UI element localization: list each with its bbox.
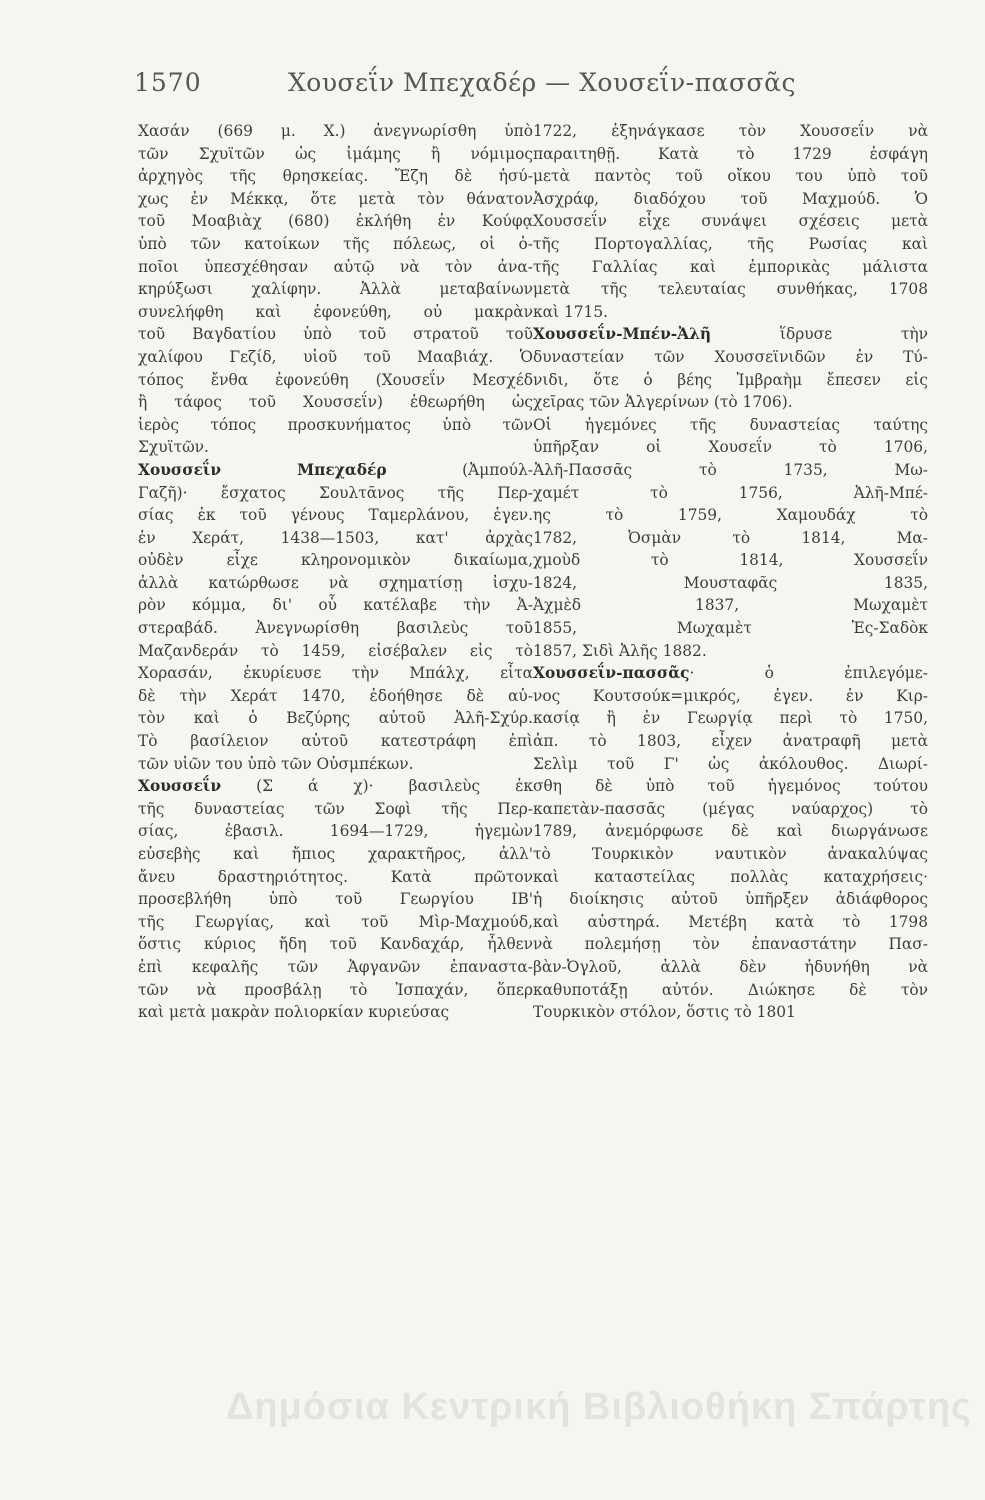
text-line: κηρύξωσι χαλίφην. Ἀλλὰ μεταβαίνων xyxy=(138,280,533,299)
text-line: Σχυϊτῶν. xyxy=(138,438,209,457)
text-line: χαλίφου Γεζίδ, υἱοῦ τοῦ Μααβιάχ. Ὁ xyxy=(138,347,533,366)
text-line: Ἀχμὲδ 1837, Μωχαμὲτ xyxy=(533,596,928,615)
text-line: Τὸ βασίλειον αὐτοῦ κατεστράφη ἐπὶ xyxy=(138,732,533,751)
right-column-text xyxy=(533,120,928,1024)
text-line: τῶν υἱῶν του ὑπὸ τῶν Οὐσμπέκων. xyxy=(138,754,414,773)
text-line: σθη δὲ ὑπὸ τοῦ ἡγεμόνος τούτου xyxy=(533,777,928,796)
text-line: 1789, ἀνεμόρφωσε δὲ καὶ διωργάνωσε xyxy=(533,822,928,841)
text-line: καὶ 1715. xyxy=(533,302,608,321)
right-column xyxy=(533,120,928,1024)
text-line: τόπος ἔνθα ἐφονεύθη (Χουσεΐν Μεσχέδ xyxy=(138,370,533,389)
text-line: νος Κουτσούκ=μικρός, ἐγεν. ἐν Κιρ- xyxy=(533,686,928,705)
text-line: καὶ αὐστηρά. Μετέβη κατὰ τὸ 1798 xyxy=(533,912,928,931)
text-line: σίας, ἐβασιλ. 1694—1729, ἡγεμὼν xyxy=(138,822,533,841)
text-line: δυναστείαν τῶν Χουσσεϊνιδῶν ἐν Τύ- xyxy=(533,347,928,366)
entry-headword: Χουσσεΐν-Μπέν-Ἀλῆ xyxy=(533,325,712,344)
text-line: ης τὸ 1759, Χαμουδάχ τὸ xyxy=(533,506,928,525)
text-line: Ἀσχράφ, διαδόχου τοῦ Μαχμούδ. Ὁ xyxy=(533,189,928,208)
text-line: τῆς Γεωργίας, καὶ τοῦ Μὶρ-Μαχμούδ, xyxy=(138,912,533,931)
entry-heading-line: Χουσσεΐν (Σ ά χ)· βασιλεὺς ἐκ xyxy=(138,777,533,796)
text-line: σίας ἐκ τοῦ γένους Ταμερλάνου, ἐγεν. xyxy=(138,506,533,525)
entry-headword: Χουσσεΐν xyxy=(138,777,222,796)
text-line: δὲ τὴν Χεράτ 1470, ἐδοήθησε δὲ αὐ- xyxy=(138,686,533,705)
text-line: χαμέτ τὸ 1756, Ἀλῆ-Μπέ- xyxy=(533,483,928,502)
text-line: 1782, Ὀσμὰν τὸ 1814, Μα- xyxy=(533,528,928,547)
text-line: 1857, Σιδὶ Ἀλῆς 1882. xyxy=(533,641,707,660)
page-number: 1570 xyxy=(134,68,202,97)
text-line: ἢ τάφος τοῦ Χουσσεΐν) ἐθεωρήθη ὡς xyxy=(138,393,533,412)
text-line: ὑπὸ τῶν κατοίκων τῆς πόλεως, οἱ ὁ- xyxy=(138,234,533,253)
text-line: 1824, Μουσταφᾶς 1835, xyxy=(533,573,928,592)
text-line: εὐσεβὴς καὶ ἤπιος χαρακτῆρος, ἀλλ' xyxy=(138,845,533,863)
text-line: Σελὶμ τοῦ Γ' ὡς ἀκόλουθος. Διωρί- xyxy=(533,754,928,773)
entry-heading-line: Χουσσεΐν-πασσᾶς· ὁ ἐπιλεγόμε- xyxy=(533,664,928,683)
text-line: 1722, ἐξηνάγκασε τὸν Χουσσεΐν νὰ xyxy=(533,122,928,140)
text-line: τὸν καὶ ὁ Βεζύρης αὐτοῦ Ἀλῆ-Σχύρ. xyxy=(138,709,533,728)
text-line: ἄνευ δραστηριότητος. Κατὰ πρῶτον xyxy=(138,867,533,886)
library-watermark: Δημόσια Κεντρική Βιβλιοθήκη Σπάρτης xyxy=(226,1386,972,1428)
text-line: τοῦ Βαγδατίου ὑπὸ τοῦ στρατοῦ τοῦ xyxy=(138,325,533,344)
text-line: ὅστις κύριος ἤδη τοῦ Κανδαχάρ, ἦλθεν xyxy=(138,935,533,954)
text-line: νιδι, ὅτε ὁ βέης Ἰμβραὴμ ἔπεσεν εἰς xyxy=(533,370,928,389)
text-line: χως ἐν Μέκκᾳ, ὅτε μετὰ τὸν θάνατον xyxy=(138,189,533,208)
text-line: Ἀλῆ-Πασσᾶς τὸ 1735, Μω- xyxy=(533,460,928,479)
text-line: τῆς Πορτογαλλίας, τῆς Ρωσίας καὶ xyxy=(533,234,928,253)
text-line: ποῖοι ὑπεσχέθησαν αὐτῷ νὰ τὸν ἀνα- xyxy=(138,257,533,276)
text-line: τῆς δυναστείας τῶν Σοφὶ τῆς Περ- xyxy=(138,799,533,818)
text-line: καθυποτάξῃ αὐτόν. Διώκησε δὲ τὸν xyxy=(533,980,928,999)
text-line: ἡ διοίκησις αὐτοῦ ὑπῆρξεν ἀδιάφθορος xyxy=(533,890,928,909)
text-line: ἐπὶ κεφαλῆς τῶν Ἀφγανῶν ἐπαναστα- xyxy=(138,957,533,976)
text-line: νὰ πολεμήσῃ τὸν ἐπαναστάτην Πασ- xyxy=(533,935,928,954)
text-line: συνελήφθη καὶ ἐφονεύθη, οὐ μακρὰν xyxy=(138,302,533,321)
text-line: ἀπ. τὸ 1803, εἶχεν ἀνατραφῆ μετὰ xyxy=(533,732,928,751)
entry-headword: Χουσσεΐν Μπεχαδέρ xyxy=(138,460,387,479)
text-line: στεραβάδ. Ἀνεγνωρίσθη βασιλεὺς τοῦ xyxy=(138,619,533,638)
text-line: μετὰ τῆς τελευταίας συνθήκας, 1708 xyxy=(533,280,928,299)
text-line: τῶν Σχυϊτῶν ὡς ἰμάμης ἢ νόμιμος xyxy=(138,144,533,163)
text-line: οὐδὲν εἶχε κληρονομικὸν δικαίωμα, xyxy=(138,551,533,570)
text-line: Χορασάν, ἐκυρίευσε τὴν Μπάλχ, εἶτα xyxy=(138,664,533,683)
text-line: βὰν-Ὀγλοῦ, ἀλλὰ δὲν ἠδυνήθη νὰ xyxy=(533,957,928,976)
text-line: μετὰ παντὸς τοῦ οἴκου του ὑπὸ τοῦ xyxy=(533,167,928,186)
text-line: ὑπῆρξαν οἱ Χουσεΐν τὸ 1706, xyxy=(533,438,928,457)
text-line: Τουρκικὸν στόλον, ὅστις τὸ 1801 xyxy=(533,1003,796,1022)
text-line: καὶ καταστείλας πολλὰς καταχρήσεις· xyxy=(533,867,928,886)
text-line: ἀλλὰ κατώρθωσε νὰ σχηματίσῃ ἰσχυ- xyxy=(138,573,533,592)
text-line: Γαζῆ)· ἔσχατος Σουλτᾶνος τῆς Περ- xyxy=(138,483,533,502)
text-line: Μαζανδεράν τὸ 1459, εἰσέβαλεν εἰς τὸ xyxy=(138,641,533,660)
text-line: ἐν Χεράτ, 1438—1503, κατ' ἀρχὰς xyxy=(138,528,533,547)
text-line: καὶ μετὰ μακρὰν πολιορκίαν κυριεύσας xyxy=(138,1003,450,1022)
text-line: Χασάν (669 μ. Χ.) ἀνεγνωρίσθη ὑπὸ xyxy=(138,122,533,140)
text-line: ρὸν κόμμα, δι' οὗ κατέλαβε τὴν Ἀ- xyxy=(138,596,533,615)
text-line: Οἱ ἡγεμόνες τῆς δυναστείας ταύτης xyxy=(533,415,928,434)
entry-heading-line: Χουσσεΐν-Μπέν-Ἀλῆ ἵδρυσε τὴν xyxy=(533,325,928,344)
text-line: ἱερὸς τόπος προσκυνήματος ὑπὸ τῶν xyxy=(138,415,533,434)
text-line: τῆς Γαλλίας καὶ ἐμπορικὰς μάλιστα xyxy=(533,257,928,276)
text-line: 1855, Μωχαμὲτ Ἐς-Σαδὸκ xyxy=(533,619,928,638)
left-column-text xyxy=(138,120,533,1024)
text-line: τὸ Τουρκικὸν ναυτικὸν ἀνακαλύψας xyxy=(533,845,928,863)
entry-headword: Χουσσεΐν-πασσᾶς xyxy=(533,664,690,683)
text-line: τοῦ Μοαβιὰχ (680) ἐκλήθη ἐν Κούφᾳ xyxy=(138,212,533,231)
text-line: καπετὰν-πασσᾶς (μέγας ναύαρχος) τὸ xyxy=(533,799,928,818)
entry-heading-line: Χουσσεΐν Μπεχαδέρ (Ἀμπούλ- xyxy=(138,460,533,479)
text-line: τῶν νὰ προσβάλῃ τὸ Ἰσπαχάν, ὅπερ xyxy=(138,980,533,999)
left-column xyxy=(138,120,533,1024)
text-line: παραιτηθῇ. Κατὰ τὸ 1729 ἐσφάγη xyxy=(533,144,928,163)
text-line: χμοὺδ τὸ 1814, Χουσσεΐν xyxy=(533,551,928,570)
text-line: κασίᾳ ἢ ἐν Γεωργίᾳ περὶ τὸ 1750, xyxy=(533,709,928,728)
text-line: χεῖρας τῶν Ἀλγερίνων (τὸ 1706). xyxy=(533,393,793,412)
text-line: Χουσσεΐν εἶχε συνάψει σχέσεις μετὰ xyxy=(533,212,928,231)
running-header xyxy=(128,68,828,102)
page-title: Χουσεΐν Μπεχαδέρ — Χουσεΐν-πασσᾶς xyxy=(288,68,796,97)
text-line: ἀρχηγὸς τῆς θρησκείας. Ἔζη δὲ ἡσύ- xyxy=(138,167,533,186)
text-line: προσεβλήθη ὑπὸ τοῦ Γεωργίου ΙΒ' xyxy=(138,890,533,909)
